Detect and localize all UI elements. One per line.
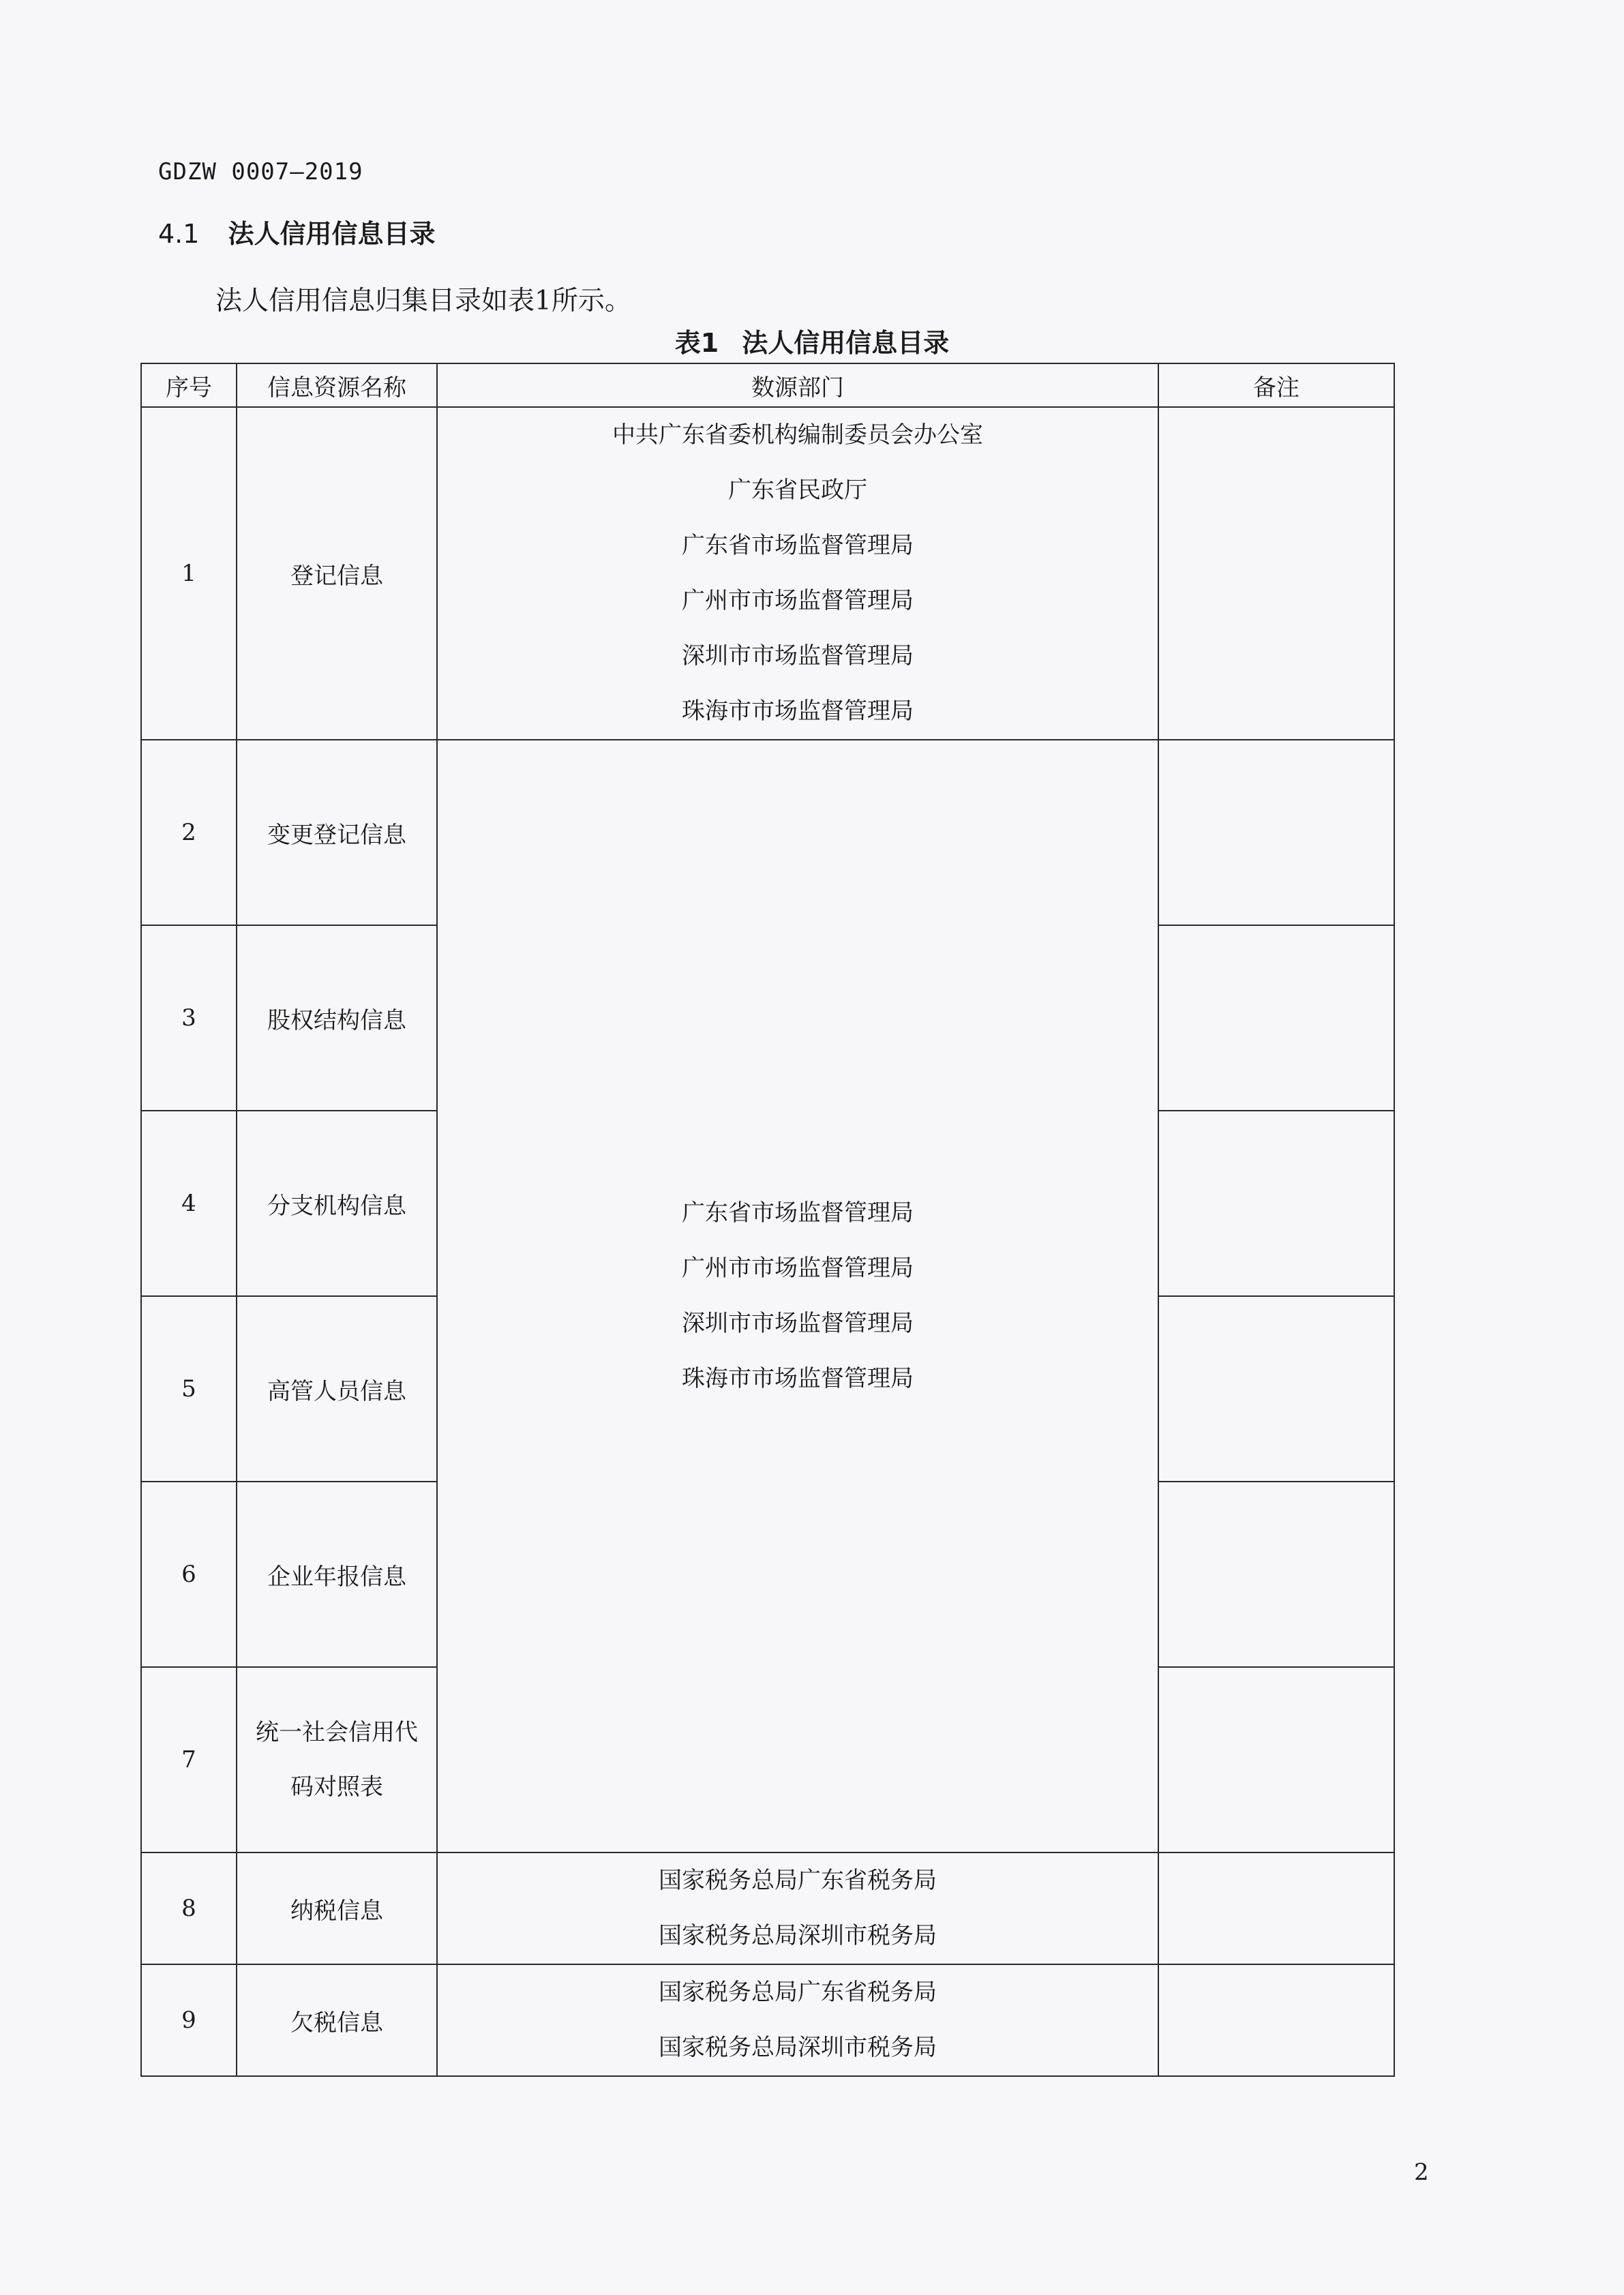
row-name: 分支机构信息 xyxy=(237,1111,437,1296)
document-code: GDZW 0007—2019 xyxy=(158,158,363,185)
row-seq: 6 xyxy=(141,1482,237,1667)
row-note xyxy=(1158,925,1394,1111)
row-name: 纳税信息 xyxy=(237,1852,437,1964)
row-name: 股权结构信息 xyxy=(237,925,437,1111)
row-note xyxy=(1158,407,1394,740)
row-seq: 3 xyxy=(141,925,237,1111)
table-row xyxy=(141,1964,1394,2076)
row-name: 企业年报信息 xyxy=(237,1482,437,1667)
row-name-line: 码对照表 xyxy=(290,1773,383,1801)
row-name: 高管人员信息 xyxy=(237,1296,437,1482)
department-name: 广东省民政厅 xyxy=(728,477,867,504)
row-seq: 4 xyxy=(141,1111,237,1296)
table-caption-number: 表1 xyxy=(674,328,719,358)
department-name: 深圳市市场监督管理局 xyxy=(682,1310,914,1337)
row-seq: 2 xyxy=(141,740,237,925)
department-name: 深圳市市场监督管理局 xyxy=(682,642,914,670)
credit-info-catalog-table xyxy=(140,363,1395,2077)
row-note xyxy=(1158,1667,1394,1852)
table-row xyxy=(141,1852,1394,1964)
intro-paragraph: 法人信用信息归集目录如表1所示。 xyxy=(215,286,631,316)
department-name: 珠海市市场监督管理局 xyxy=(682,1365,914,1392)
shared-departments xyxy=(437,740,1158,1852)
row-note xyxy=(1158,1296,1394,1482)
table-caption-title: 法人信用信息目录 xyxy=(742,328,950,358)
department-name: 广州市市场监督管理局 xyxy=(682,587,914,614)
row-note xyxy=(1158,1482,1394,1667)
row-name xyxy=(237,1667,437,1852)
table-header-row xyxy=(141,363,1394,407)
page-number: 2 xyxy=(1414,2159,1429,2186)
row-name: 登记信息 xyxy=(237,407,437,740)
column-header-note: 备注 xyxy=(1158,363,1394,407)
row-seq: 8 xyxy=(141,1852,237,1964)
row-note xyxy=(1158,1111,1394,1296)
section-heading xyxy=(158,213,435,250)
department-name: 珠海市市场监督管理局 xyxy=(682,698,914,725)
table-row xyxy=(141,407,1394,740)
column-header-name: 信息资源名称 xyxy=(237,363,437,407)
row-note xyxy=(1158,1852,1394,1964)
row-seq: 5 xyxy=(141,1296,237,1482)
row-name: 变更登记信息 xyxy=(237,740,437,925)
section-title: 法人信用信息目录 xyxy=(228,219,436,249)
department-name: 广东省市场监督管理局 xyxy=(682,532,914,559)
row-seq: 1 xyxy=(141,407,237,740)
row-departments xyxy=(437,1852,1158,1964)
department-name: 中共广东省委机构编制委员会办公室 xyxy=(612,421,983,449)
column-header-department: 数源部门 xyxy=(437,363,1158,407)
table-row xyxy=(141,740,1394,925)
column-header-seq: 序号 xyxy=(141,363,237,407)
row-note xyxy=(1158,740,1394,925)
row-name-line: 统一社会信用代 xyxy=(256,1719,418,1746)
row-departments xyxy=(437,1964,1158,2076)
row-seq: 9 xyxy=(141,1964,237,2076)
row-departments xyxy=(437,407,1158,740)
department-name: 国家税务总局深圳市税务局 xyxy=(659,2034,937,2061)
department-name: 广州市市场监督管理局 xyxy=(682,1255,914,1282)
table-caption xyxy=(0,322,1624,359)
department-name: 国家税务总局深圳市税务局 xyxy=(659,1922,937,1949)
row-name: 欠税信息 xyxy=(237,1964,437,2076)
department-name: 广东省市场监督管理局 xyxy=(682,1199,914,1227)
department-name: 国家税务总局广东省税务局 xyxy=(659,1979,937,2006)
department-name: 国家税务总局广东省税务局 xyxy=(659,1867,937,1894)
row-note xyxy=(1158,1964,1394,2076)
row-seq: 7 xyxy=(141,1667,237,1852)
section-number: 4.1 xyxy=(158,219,200,249)
